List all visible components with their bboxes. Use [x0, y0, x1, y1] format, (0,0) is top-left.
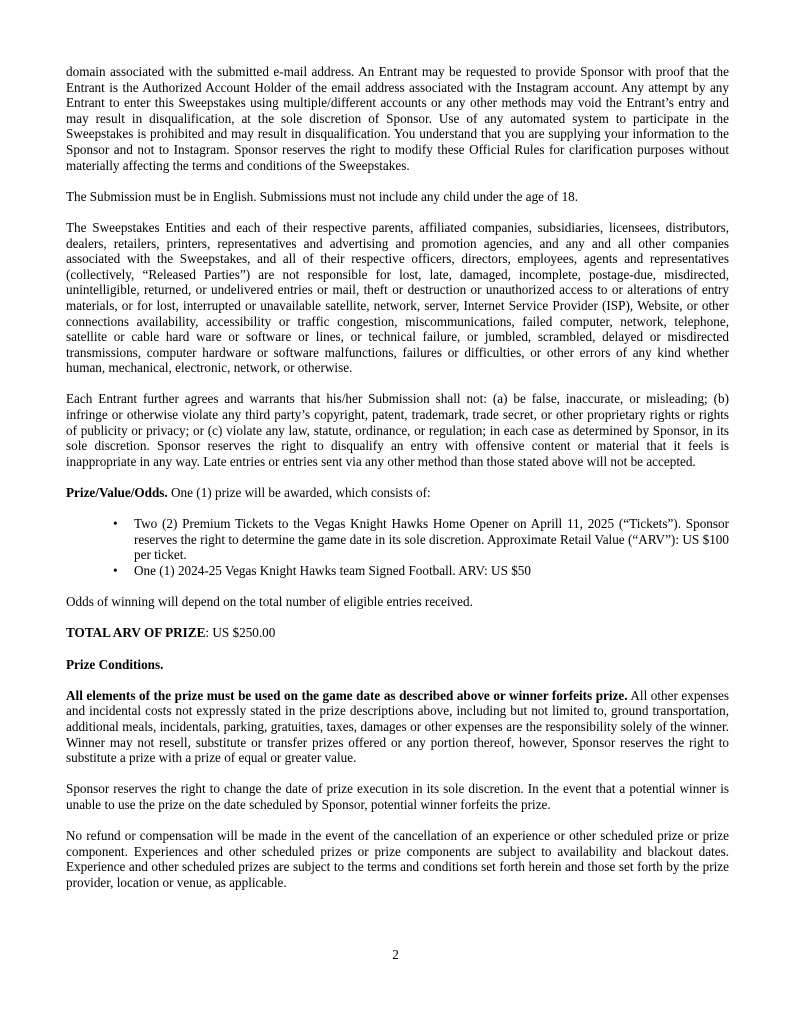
- prize-conditions-heading-text: Prize Conditions.: [66, 656, 164, 672]
- list-item: [113, 563, 729, 579]
- list-item-text: One (1) 2024-25 Vegas Knight Hawks team Signed Football. ARV: US $50: [134, 563, 531, 578]
- bullet-icon: •: [113, 516, 118, 532]
- paragraph-released-parties: The Sweepstakes Entities and each of their respective parents, affiliated companies, subsidiaries, licensees, distributors, dealers, retailers, printers, representatives and advertising and promotion agencies, and any and all other companies associated with the Sweepstakes, and all of their respective officers, directors, employees, agents and representatives (collectively, “Released Parties”) are not responsible for lost, late, damaged, incomplete, postage-due, misdirected, unintelligible, returned, or undelivered entries or mail, theft or destruction or unauthorized access to or alterations of entry materials, or for lost, interrupted or unavailable satellite, network, server, Internet Service Provider (ISP), Website, or other connections availability, accessibility or traffic congestion, miscommunications, failed computer, network, telephone, satellite or cable hard ware or software or lines, or technical failure, or jumbled, scrambled, delayed or misdirected transmissions, computer hardware or software malfunctions, failures or difficulties, or other errors of any kind whether human, mechanical, electronic, network, or otherwise.: [66, 219, 729, 376]
- total-arv-label: TOTAL ARV OF PRIZE: [66, 625, 206, 641]
- prize-usage-bold: All elements of the prize must be used on the game date as described above or winner forfeits prize.: [66, 687, 628, 703]
- paragraph-odds: Odds of winning will depend on the total number of eligible entries received.: [66, 594, 473, 610]
- prize-conditions-heading: [66, 657, 729, 673]
- page-number: 2: [392, 947, 399, 962]
- prize-heading: Prize/Value/Odds.: [66, 485, 168, 501]
- paragraph-entrant-warranties: Each Entrant further agrees and warrants that his/her Submission shall not: (a) be false, inaccurate, or misleading; (b) infringe or otherwise violate any third party’s copyright, patent, trademark, trade secret, or other proprietary rights or rights of publicity or privacy; or (c) violate any law, statute, ordinance, or regulation; in each case as determined by Sponsor, in its sole discretion. Sponsor reserves the right to disqualify an entry with offensive content or material that it feels is inappropriate in any way. Late entries or entries sent via any other method than those stated above will not be accepted.: [66, 391, 729, 469]
- list-item: [113, 516, 729, 563]
- bullet-icon: •: [113, 563, 118, 578]
- paragraph-date-change: Sponsor reserves the right to change the date of prize execution in its sole discretion. In the event that a potential winner is unable to use the prize on the date scheduled by Sponsor, potential winner forfeits the prize.: [66, 781, 729, 812]
- prize-list: [66, 516, 729, 578]
- document-page: [66, 64, 729, 890]
- paragraph-prize-usage: [66, 688, 729, 766]
- paragraph-total-arv: [66, 625, 729, 641]
- paragraph-prize-intro: [66, 485, 729, 501]
- prize-usage-text: All other expenses and incidental costs not expressly stated in the prize descriptions above, including but not limited to, ground transportation, additional meals, incidentals, parking, gratuities, taxes, damages or other expenses are the responsibility solely of the winner. Winner may not resell, substitute or transfer prizes offered or any portion thereof, however, Sponsor reserves the right to substitute a prize with a prize of equal or greater value.: [66, 687, 729, 766]
- paragraph-entry-verification: domain associated with the submitted e-mail address. An Entrant may be requested to provide Sponsor with proof that the Entrant is the Authorized Account Holder of the email address associated with the Instagram account. Any attempt by any Entrant to enter this Sweepstakes using multiple/different accounts or any other methods may void the Entrant’s entry and may result in disqualification, at the sole discretion of Sponsor. Use of any automated system to participate in the Sweepstakes is prohibited and may result in disqualification. You understand that you are supplying your information to the Sponsor and not to Instagram. Sponsor reserves the right to modify these Official Rules for clarification purposes without materially affecting the terms and conditions of the Sweepstakes.: [66, 64, 729, 173]
- list-item-text: Two (2) Premium Tickets to the Vegas Knight Hawks Home Opener on Aprill 11, 2025 (“Tickets”). Sponsor reserves the right to determine the game date in its sole discretion. Approximate Retail Value (“ARV”): US $100 per ticket.: [134, 516, 729, 563]
- paragraph-submission-language: The Submission must be in English. Submissions must not include any child under the age of 18.: [66, 188, 579, 204]
- prize-intro-text: One (1) prize will be awarded, which consists of:: [167, 485, 431, 501]
- paragraph-refund: No refund or compensation will be made in the event of the cancellation of an experience or other scheduled prize or prize component. Experiences and other scheduled prizes or prize components are subject to availability and blackout dates. Experience and other scheduled prizes are subject to the terms and conditions set forth herein and those set forth by the prize provider, location or venue, as applicable.: [66, 828, 729, 890]
- total-arv-value: : US $250.00: [205, 625, 276, 641]
